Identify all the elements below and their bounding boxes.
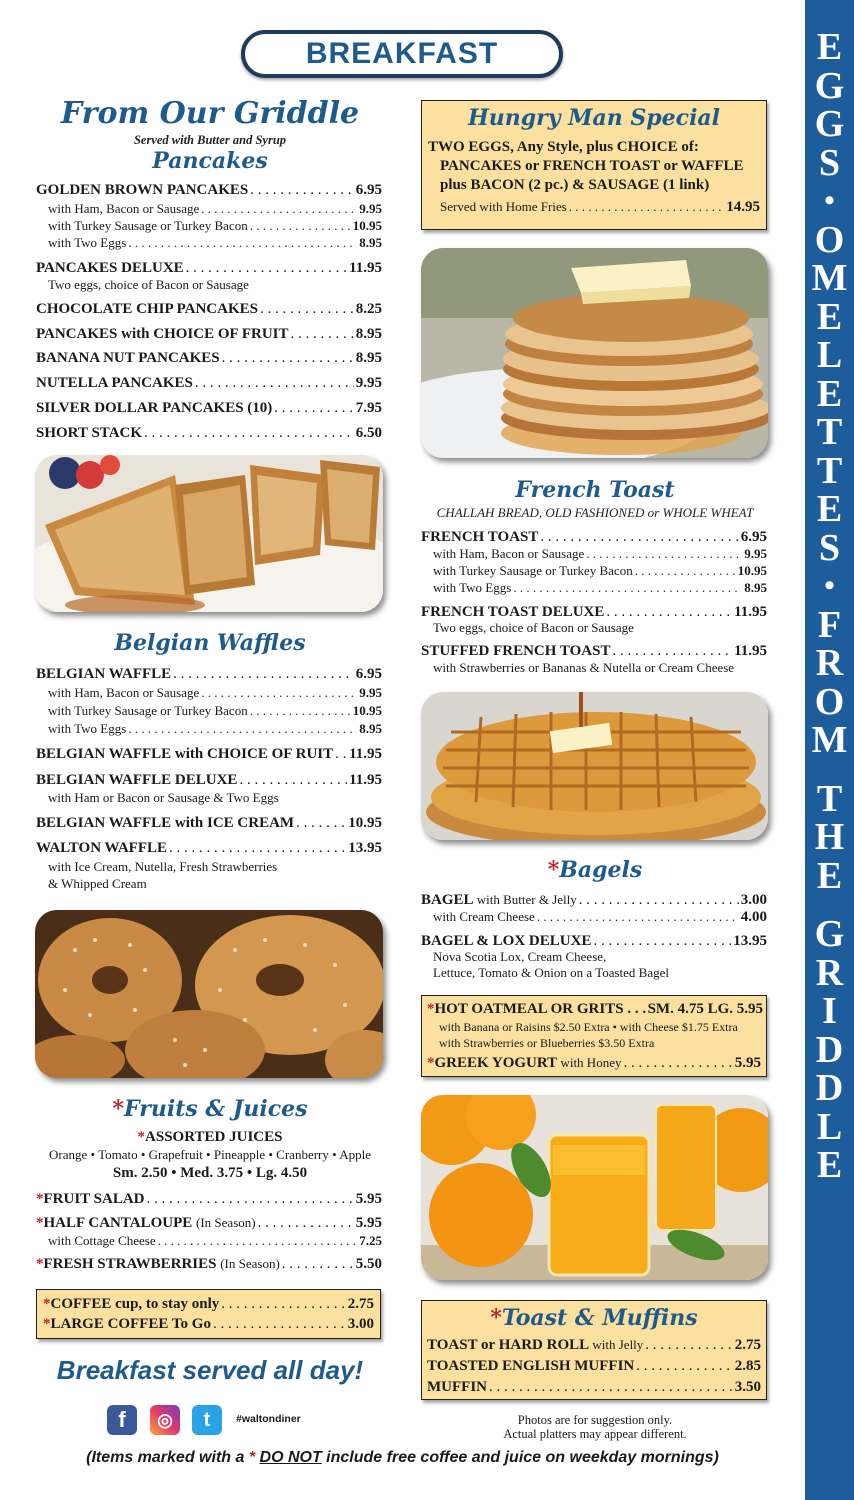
side-banner-letter: E [816,488,843,530]
menu-item: STUFFED FRENCH TOAST . . . 11.95 [421,642,767,660]
menu-item: *GREEK YOGURT with Honey . . . 5.95 [427,1054,761,1072]
waffles-heading: Belgian Waffles [114,630,306,656]
menu-item-option: with Ham, Bacon or Sausage . . . 9.95 [433,546,767,562]
hungry-man-box [421,100,767,230]
menu-item: *LARGE COFFEE To Go . . . 3.00 [43,1315,374,1333]
menu-item-description: Two eggs, choice of Bacon or Sausage [433,620,634,635]
side-banner-letter: E [816,295,843,338]
side-banner-letter: • [824,569,835,602]
menu-item: FRENCH TOAST DELUXE . . . 11.95 [421,603,767,621]
side-banner-letter: • [824,184,835,217]
menu-item-option: with Cottage Cheese . . . 7.25 [48,1233,382,1249]
toast-muffins-box [421,1300,767,1400]
menu-item: TOAST or HARD ROLL with Jelly . . . 2.75 [427,1336,761,1354]
menu-item: TOASTED ENGLISH MUFFIN . . . 2.85 [427,1357,761,1375]
menu-item: *HALF CANTALOUPE (In Season) . . . 5.95 [36,1214,382,1232]
menu-item: *FRUIT SALAD . . . 5.95 [36,1190,382,1208]
juice-types: Orange • Tomato • Grapefruit • Pineapple • Cranberry • Apple [49,1147,371,1162]
griddle-heading: From Our Griddle [60,96,360,131]
side-banner-letters [805,28,854,1185]
side-banner-letter: T [816,777,843,820]
menu-item-option: with Turkey Sausage or Turkey Bacon . . . 10.95 [48,218,382,234]
side-banner [805,0,854,1500]
menu-item-description: with Strawberries or Blueberries $3.50 Extra [439,1036,655,1050]
side-banner-letter: E [816,372,843,415]
hungry-man-line: TWO EGGS, Any Style, plus CHOICE of: [428,139,699,155]
menu-item: PANCAKES with CHOICE OF FRUIT . . . 8.95 [36,325,382,343]
side-banner-letter: E [816,1144,843,1186]
served-all-day: Breakfast served all day! [56,1355,364,1385]
facebook-icon[interactable]: f [107,1405,137,1435]
menu-item: BELGIAN WAFFLE . . . 6.95 [36,665,382,683]
orange-juice-photo [421,1095,768,1280]
side-banner-letter: G [814,103,845,145]
side-banner-letter: M [811,719,848,761]
waffle-photo [421,692,768,840]
menu-item-description: Nova Scotia Lox, Cream Cheese, [433,949,607,964]
fruits-heading: *Fruits & Juices [112,1096,308,1122]
menu-item: SILVER DOLLAR PANCAKES (10) . . . 7.95 [36,399,382,417]
juices-title: *ASSORTED JUICES [137,1129,283,1145]
hungry-man-price-row: Served with Home Fries . . . 14.95 [440,199,760,215]
side-banner-letter: E [816,854,843,897]
menu-item: BANANA NUT PANCAKES . . . 8.95 [36,349,382,367]
side-banner-letter: H [814,816,845,858]
footer-note: (Items marked with a * DO NOT include free coffee and juice on weekday mornings) [86,1449,719,1466]
side-banner-letter: M [811,257,848,299]
menu-item: *FRESH STRAWBERRIES (In Season) . . . 5.50 [36,1255,382,1273]
toast-muffins-heading: *Toast & Muffins [490,1305,698,1331]
menu-item: *HOT OATMEAL OR GRITS . . . SM. 4.75 LG. 5.95 [427,1001,763,1017]
menu-item-option: with Cream Cheese . . . 4.00 [433,909,767,925]
bagels-photo [35,910,383,1078]
hungry-man-line: plus BACON (2 pc.) & SAUSAGE (1 link) [440,177,710,193]
menu-item-option: with Ham, Bacon or Sausage . . . 9.95 [48,685,382,701]
side-banner-letter: L [816,334,843,376]
side-banner-letter: D [815,1028,844,1071]
side-banner-letter: O [814,680,845,723]
menu-item: BELGIAN WAFFLE with ICE CREAM . . . 10.95 [36,814,382,832]
menu-title-text: BREAKFAST [305,37,499,70]
pancakes-photo [421,248,768,458]
menu-item-description: with Ham or Bacon or Sausage & Two Eggs [48,790,279,805]
side-banner-letter: R [815,642,844,684]
menu-item: FRENCH TOAST . . . 6.95 [421,528,767,546]
side-banner-letter: O [814,218,845,261]
side-banner-letter: S [818,141,841,184]
menu-item: *COFFEE cup, to stay only . . . 2.75 [43,1295,374,1313]
coffee-box [36,1289,381,1339]
menu-item: BAGEL with Butter & Jelly . . . 3.00 [421,891,767,909]
french-toast-subheading: CHALLAH BREAD, OLD FASHIONED or WHOLE WHEAT [436,505,754,520]
menu-item: BELGIAN WAFFLE with CHOICE OF RUIT . . . 11.95 [36,745,382,763]
hashtag: #waltondiner [236,1413,301,1425]
menu-item: BAGEL & LOX DELUXE . . . 13.95 [421,932,767,950]
side-banner-letter: R [815,951,844,994]
side-banner-letter: L [816,1105,843,1148]
french-toast-heading: French Toast [515,477,675,503]
side-banner-letter: I [822,990,837,1032]
menu-item-description: with Ice Cream, Nutella, Fresh Strawberries [48,859,278,874]
menu-item: NUTELLA PANCAKES . . . 9.95 [36,374,382,392]
menu-item: GOLDEN BROWN PANCAKES . . . 6.95 [36,181,382,199]
menu-item-description: with Banana or Raisins $2.50 Extra • with Cheese $1.75 Extra [439,1020,738,1034]
side-banner-letter: E [816,26,843,68]
oatmeal-box [421,995,767,1077]
menu-item-option: with Turkey Sausage or Turkey Bacon . . . 10.95 [48,703,382,719]
menu-item-description: with Strawberries or Bananas & Nutella or Cream Cheese [433,660,735,675]
bagels-heading: *Bagels [547,857,643,883]
menu-item: PANCAKES DELUXE . . . 11.95 [36,259,382,277]
juice-sizes: Sm. 2.50 • Med. 3.75 • Lg. 4.50 [112,1165,308,1181]
side-banner-letter: D [815,1067,844,1109]
menu-item-description: Two eggs, choice of Bacon or Sausage [48,277,249,292]
side-banner-letter: S [818,526,841,569]
hungry-man-line: PANCAKES or FRENCH TOAST or WAFFLE [440,158,744,174]
menu-item: WALTON WAFFLE . . . 13.95 [36,839,382,857]
hungry-man-heading: Hungry Man Special [467,105,721,131]
menu-item-description: & Whipped Cream [48,876,147,891]
side-banner-letter: T [816,411,843,453]
menu-item-option: with Two Eggs . . . 8.95 [48,721,382,737]
side-banner-letter: F [817,603,842,646]
menu-item-option: with Two Eggs . . . 8.95 [48,235,382,251]
side-banner-letter: G [814,913,845,955]
no-free-drink-star: * [112,1096,125,1122]
menu-title [241,30,563,78]
instagram-icon[interactable]: ◎ [150,1405,180,1435]
menu-item: MUFFIN . . . 3.50 [427,1378,761,1396]
menu-item-option: with Two Eggs . . . 8.95 [433,580,767,596]
french-toast-photo [35,455,383,612]
griddle-subheading: Served with Butter and Syrup [133,133,287,147]
menu-item-option: with Ham, Bacon or Sausage . . . 9.95 [48,201,382,217]
photos-note: Photos are for suggestion only. Actual platters may appear different. [503,1413,687,1441]
menu-item-description: Lettuce, Tomato & Onion on a Toasted Bagel [433,965,669,980]
side-banner-letter: T [816,449,843,492]
twitter-icon[interactable]: t [192,1405,222,1435]
menu-item: SHORT STACK . . . 6.50 [36,424,382,442]
pancakes-heading: Pancakes [152,148,268,174]
side-banner-letter: G [814,64,845,107]
menu-item: BELGIAN WAFFLE DELUXE . . . 11.95 [36,771,382,789]
menu-item: CHOCOLATE CHIP PANCAKES . . . 8.25 [36,300,382,318]
menu-item-option: with Turkey Sausage or Turkey Bacon . . . 10.95 [433,563,767,579]
